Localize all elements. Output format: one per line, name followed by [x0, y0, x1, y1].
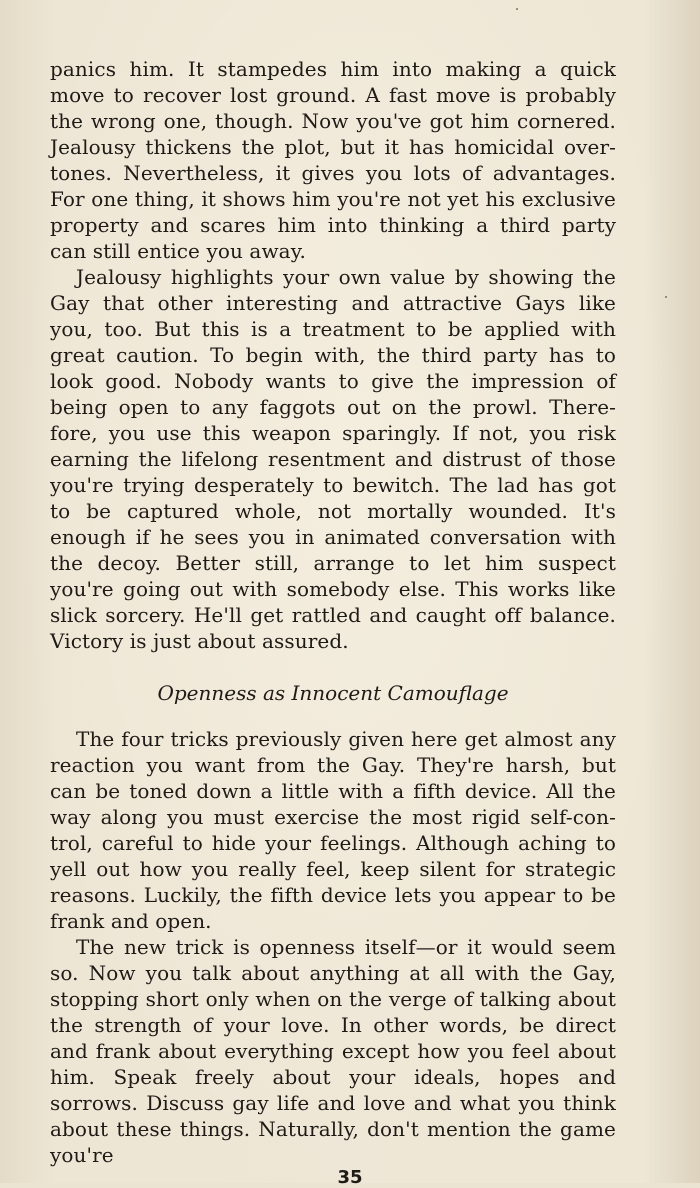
- section-heading: Openness as Innocent Camouflage: [157, 681, 509, 705]
- paragraph-continued: panics him. It stampedes him into making a quick move to recover lost ground. A fast move is probably the wrong one, though. Now you've got him cornered. Jealousy thickens the plot, but it has homicidal over-tones. Nevertheless, it gives you lots of advantages. For one thing, it shows him you're not yet his exclusive property and scares him into thinking a third party can still entice you away.: [50, 57, 616, 263]
- paragraph-jealousy: Jealousy highlights your own value by showing the Gay that other interesting and attractive Gays like you, too. But this is a treatment to be applied with great caution. To begin with, the third party has to look good. Nobody wants to give the impression of being open to any faggots out on the prowl. There-fore, you use this weapon sparingly. If not, you risk earning the lifelong resentment and distrust of those you're trying desperately to bewitch. The lad has got to be captured whole, not mortally wounded. It's enough if he sees you in animated conversation with the decoy. Better still, arrange to let him suspect you're going out with somebody else. This works like slick sorcery. He'll get rattled and caught off balance. Victory is just about assured.: [50, 265, 616, 653]
- page-number: 35: [337, 1167, 363, 1188]
- text-block-top: [50, 56, 616, 654]
- paragraph-new-trick: The new trick is openness itself—or it would seem so. Now you talk about anything at all with the Gay, stopping short only when on the verge of talking about the strength of your love. In other words, be direct and frank about everything except how you feel about him. Speak freely about your ideals, hopes and sorrows. Discuss gay life and love and what you think about these things. Naturally, don't mention the game you're: [50, 935, 616, 1167]
- paper-speck: [665, 296, 667, 298]
- text-block-bottom: [50, 726, 616, 1168]
- paper-speck: [516, 8, 518, 10]
- paragraph-four-tricks: The four tricks previously given here get almost any reaction you want from the Gay. They're harsh, but can be toned down a little with a fifth device. All the way along you must exercise the most rigid self-con-trol, careful to hide your feelings. Although aching to yell out how you really feel, keep silent for strategic reasons. Luckily, the fifth device lets you appear to be frank and open.: [50, 727, 616, 933]
